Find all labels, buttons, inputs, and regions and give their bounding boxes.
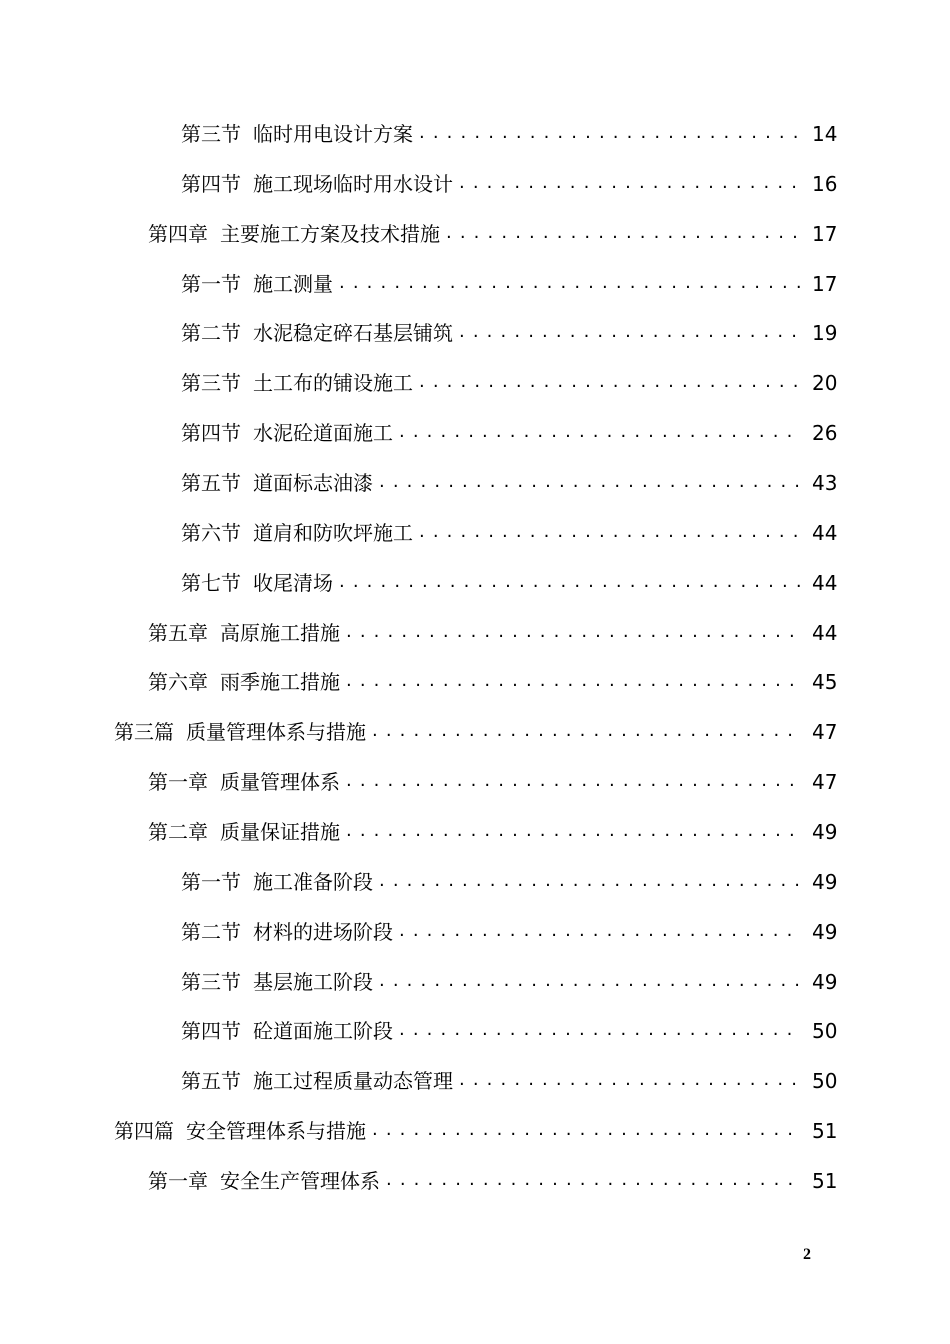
toc-entry-number: 第二章 [148, 819, 208, 844]
toc-dot-leader [419, 373, 802, 393]
toc-entry-title: 收尾清场 [253, 570, 333, 595]
toc-dot-leader [386, 1171, 802, 1191]
toc-entry[interactable] [0, 1106, 950, 1156]
toc-entry-title: 雨季施工措施 [220, 670, 340, 695]
toc-entry-page: 49 [812, 869, 838, 894]
toc-entry-page: 43 [812, 470, 838, 495]
toc-entry-number: 第四篇 [114, 1119, 174, 1144]
toc-entry-number: 第二节 [181, 919, 241, 944]
toc-entry-title: 施工现场临时用水设计 [253, 171, 453, 196]
toc-entry-number: 第三节 [181, 371, 241, 396]
toc-entry[interactable] [0, 458, 950, 508]
toc-entry-number: 第四节 [181, 1019, 241, 1044]
toc-entry-number: 第一节 [181, 869, 241, 894]
toc-dot-leader [419, 124, 802, 144]
toc-entry[interactable] [0, 508, 950, 558]
toc-entry-page: 49 [812, 819, 838, 844]
toc-entry[interactable] [0, 757, 950, 807]
table-of-contents [0, 109, 950, 1206]
toc-entry[interactable] [0, 408, 950, 458]
toc-dot-leader [459, 1071, 802, 1091]
toc-dot-leader [379, 872, 802, 892]
toc-entry-page: 16 [812, 171, 838, 196]
toc-entry-number: 第五节 [181, 1069, 241, 1094]
toc-entry-title: 质量管理体系 [220, 770, 340, 795]
toc-dot-leader [399, 423, 802, 443]
toc-entry[interactable] [0, 308, 950, 358]
toc-entry-page: 51 [812, 1168, 838, 1193]
toc-entry[interactable] [0, 707, 950, 757]
toc-entry[interactable] [0, 857, 950, 907]
toc-entry-title: 安全生产管理体系 [220, 1168, 380, 1193]
toc-entry-number: 第二节 [181, 321, 241, 346]
toc-entry-title: 质量管理体系与措施 [186, 720, 366, 745]
toc-entry-number: 第一节 [181, 271, 241, 296]
toc-entry-title: 水泥稳定碎石基层铺筑 [253, 321, 453, 346]
toc-entry-number: 第四章 [148, 221, 208, 246]
toc-dot-leader [379, 473, 802, 493]
toc-entry-title: 质量保证措施 [220, 819, 340, 844]
toc-entry[interactable] [0, 657, 950, 707]
toc-dot-leader [346, 672, 802, 692]
toc-entry[interactable] [0, 1056, 950, 1106]
toc-dot-leader [419, 523, 802, 543]
toc-dot-leader [372, 1121, 802, 1141]
toc-entry-number: 第一章 [148, 770, 208, 795]
toc-dot-leader [339, 573, 802, 593]
toc-entry-number: 第五章 [148, 620, 208, 645]
toc-entry-number: 第六节 [181, 520, 241, 545]
toc-entry-page: 51 [812, 1119, 838, 1144]
toc-dot-leader [459, 174, 802, 194]
toc-entry-title: 施工测量 [253, 271, 333, 296]
toc-dot-leader [339, 274, 802, 294]
toc-entry-page: 14 [812, 121, 838, 146]
toc-entry-page: 47 [812, 770, 838, 795]
toc-entry-number: 第四节 [181, 171, 241, 196]
toc-entry[interactable] [0, 807, 950, 857]
toc-entry-number: 第七节 [181, 570, 241, 595]
toc-dot-leader [346, 623, 802, 643]
toc-entry[interactable] [0, 1156, 950, 1206]
toc-entry[interactable] [0, 1006, 950, 1056]
toc-dot-leader [346, 772, 802, 792]
toc-dot-leader [379, 972, 802, 992]
toc-entry-title: 施工准备阶段 [253, 869, 373, 894]
toc-entry-page: 26 [812, 421, 838, 446]
toc-entry[interactable] [0, 558, 950, 608]
toc-entry-page: 19 [812, 321, 838, 346]
toc-entry-page: 17 [812, 221, 838, 246]
toc-entry-page: 44 [812, 570, 838, 595]
page-number: 2 [803, 1246, 811, 1263]
toc-entry-page: 44 [812, 620, 838, 645]
toc-entry[interactable] [0, 608, 950, 658]
toc-entry-title: 安全管理体系与措施 [186, 1119, 366, 1144]
toc-dot-leader [446, 224, 802, 244]
toc-entry-number: 第一章 [148, 1168, 208, 1193]
toc-entry-page: 49 [812, 969, 838, 994]
toc-entry-title: 道肩和防吹坪施工 [253, 520, 413, 545]
toc-entry-title: 主要施工方案及技术措施 [220, 221, 440, 246]
toc-entry-title: 道面标志油漆 [253, 470, 373, 495]
toc-entry-number: 第六章 [148, 670, 208, 695]
toc-dot-leader [399, 1021, 802, 1041]
toc-dot-leader [346, 822, 802, 842]
toc-entry-title: 临时用电设计方案 [253, 121, 413, 146]
toc-entry[interactable] [0, 358, 950, 408]
toc-entry-page: 44 [812, 520, 838, 545]
toc-entry[interactable] [0, 159, 950, 209]
toc-entry-number: 第四节 [181, 421, 241, 446]
toc-entry-title: 高原施工措施 [220, 620, 340, 645]
toc-entry-title: 土工布的铺设施工 [253, 371, 413, 396]
toc-entry[interactable] [0, 109, 950, 159]
toc-entry[interactable] [0, 957, 950, 1007]
toc-entry-title: 施工过程质量动态管理 [253, 1069, 453, 1094]
toc-entry-number: 第三节 [181, 121, 241, 146]
toc-entry-number: 第三节 [181, 969, 241, 994]
toc-entry-title: 基层施工阶段 [253, 969, 373, 994]
toc-dot-leader [399, 922, 802, 942]
toc-entry[interactable] [0, 907, 950, 957]
toc-entry-title: 水泥砼道面施工 [253, 421, 393, 446]
toc-dot-leader [372, 722, 802, 742]
toc-entry-page: 45 [812, 670, 838, 695]
toc-entry[interactable] [0, 209, 950, 259]
toc-entry-page: 50 [812, 1019, 838, 1044]
toc-entry-number: 第三篇 [114, 720, 174, 745]
toc-entry-title: 砼道面施工阶段 [253, 1019, 393, 1044]
toc-entry-title: 材料的进场阶段 [253, 919, 393, 944]
toc-entry-page: 47 [812, 720, 838, 745]
toc-entry[interactable] [0, 259, 950, 309]
toc-dot-leader [459, 323, 802, 343]
toc-entry-page: 50 [812, 1069, 838, 1094]
toc-entry-number: 第五节 [181, 470, 241, 495]
toc-entry-page: 49 [812, 919, 838, 944]
toc-entry-page: 20 [812, 371, 838, 396]
toc-entry-page: 17 [812, 271, 838, 296]
